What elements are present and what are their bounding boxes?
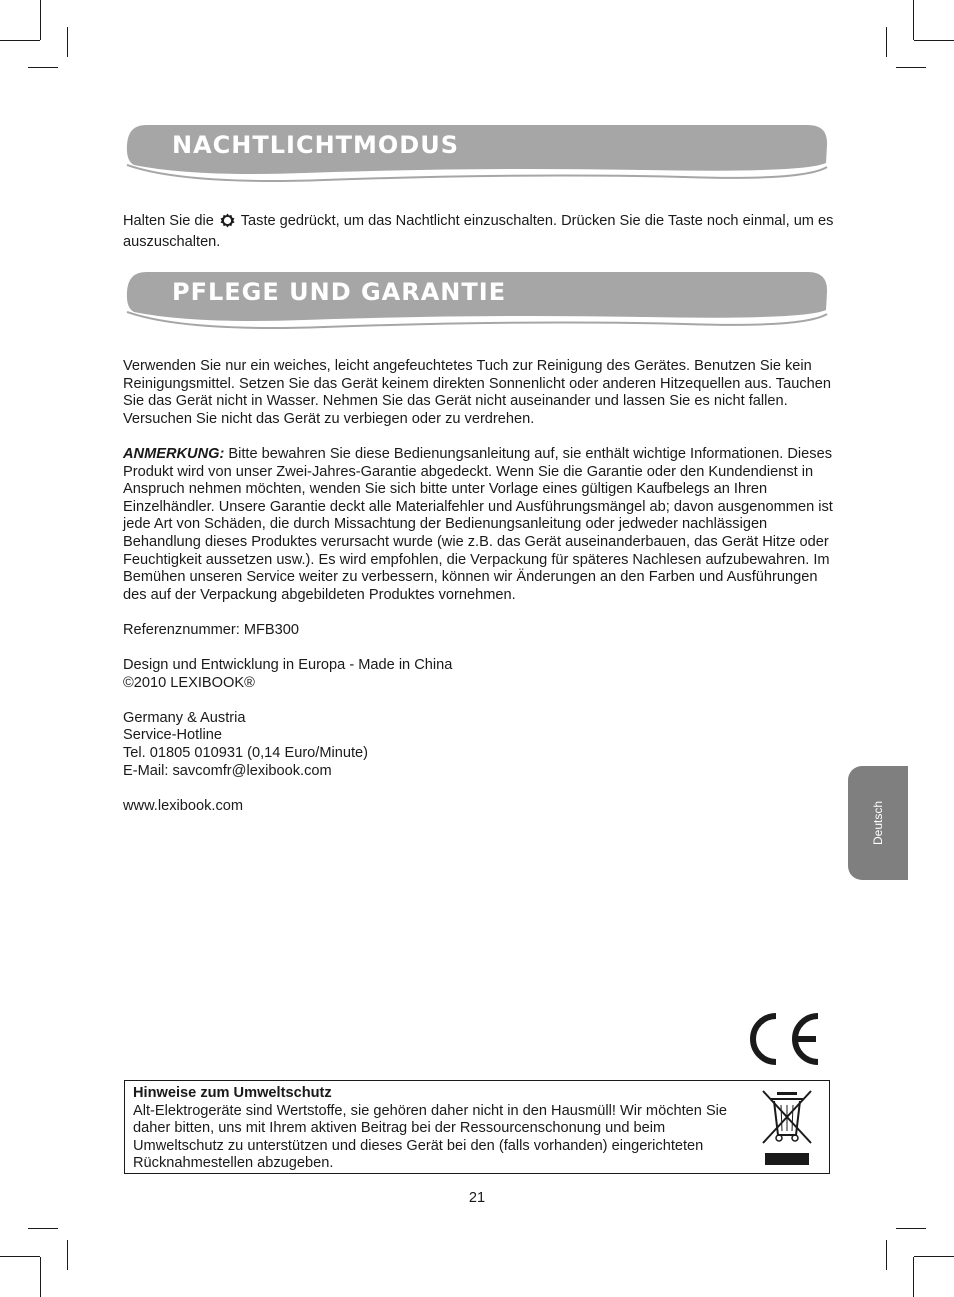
hotline-label: Service-Hotline xyxy=(123,727,222,744)
crop-mark xyxy=(28,67,58,68)
region-line: Germany & Austria xyxy=(123,709,246,726)
design-line: Design und Entwicklung in Europa - Made in China xyxy=(123,657,453,674)
ce-mark-icon xyxy=(742,1011,822,1072)
website-line: www.lexibook.com xyxy=(123,797,244,814)
care-paragraph: Verwenden Sie nur ein weiches, leicht angefeuchtetes Tuch zur Reinigung des Gerätes. Benutzen Sie kein Reinigungsmittel. Setzen Sie das Gerät keinem direkten Sonnenlicht oder anderen Hitzequellen aus. Tauchen Sie das Gerät nicht in Wasser. Nehmen Sie das Gerät nicht auseinander und lassen Sie es nicht fallen. Versuchen Sie nicht das Gerät zu verbiegen oder zu verdrehen. xyxy=(123,358,831,427)
pflege-text xyxy=(123,358,835,815)
copyright-line: ©2010 LEXIBOOK® xyxy=(123,674,255,691)
crop-mark xyxy=(28,1228,58,1229)
environment-notice-title: Hinweise zum Umweltschutz xyxy=(133,1085,332,1101)
nachtlicht-text-end: Taste gedrückt, um das Nachtlicht einzuschalten. Drücken Sie die Taste noch einmal, um es auszuschalten. xyxy=(123,213,834,250)
email-line: E-Mail: savcomfr@lexibook.com xyxy=(123,762,332,779)
crop-mark xyxy=(886,1240,887,1270)
note-label: ANMERKUNG: xyxy=(123,445,225,462)
language-tab-label: Deutsch xyxy=(871,800,885,846)
crop-mark xyxy=(913,0,914,40)
crop-mark xyxy=(40,0,41,40)
crop-mark xyxy=(913,1257,914,1297)
language-side-tab xyxy=(848,766,908,880)
environment-notice-text xyxy=(133,1085,753,1173)
crop-mark xyxy=(896,67,926,68)
section-title: NACHTLICHTMODUS xyxy=(172,131,460,159)
crop-mark xyxy=(40,1257,41,1297)
section-banner-pflege xyxy=(124,270,830,336)
gear-icon xyxy=(220,213,235,234)
crossed-bin-icon xyxy=(759,1087,815,1172)
page-number: 21 xyxy=(468,1190,486,1206)
crop-mark xyxy=(0,40,40,41)
phone-line: Tel. 01805 010931 (0,14 Euro/Minute) xyxy=(123,745,369,762)
crop-mark xyxy=(67,1240,68,1270)
note-paragraph xyxy=(123,446,835,604)
crop-mark xyxy=(914,1256,954,1257)
crop-mark xyxy=(914,40,954,41)
section-title: PFLEGE UND GARANTIE xyxy=(172,278,507,306)
crop-mark xyxy=(886,27,887,57)
section-banner-nachtlicht xyxy=(124,123,830,189)
crop-mark xyxy=(0,1256,40,1257)
nachtlicht-text xyxy=(123,213,835,251)
nachtlicht-text-start: Halten Sie die xyxy=(123,213,214,229)
crop-mark xyxy=(896,1228,926,1229)
note-text: Bitte bewahren Sie diese Bedienungsanleitung auf, sie enthält wichtige Informationen. Dieses Produkt wird von unser Zwei-Jahres-Garantie abgedeckt. Wenn Sie die Garantie oder den Kundendienst in Anspruch nehmen möchten, wenden Sie sich bitte unter Vorlage eines gültigen Kaufbelegs an Ihren Einzelhändler. Unsere Garantie deckt alle Materialfehler und Ausführungsmängel ab; davon ausgenommen ist jede Art von Schäden, die durch Missachtung der Bedienungsanleitung oder jedweder nachlässigen Behandlung dieses Produktes verursacht wurde (wie z.B. das Gerät auseinanderbauen, das Gerät Hitze oder Feuchtigkeit aussetzen usw.). Es wird empfohlen, die Verpackung für späteres Nachlesen aufzubewahren. Im Bemühen unseren Service weiter zu verbessern, können wir Änderungen an den Farben und Ausführungen des auf der Verpackung abgebildeten Produktes vornehmen. xyxy=(123,445,833,603)
environment-notice-box xyxy=(124,1080,830,1174)
environment-notice-body: Alt-Elektrogeräte sind Wertstoffe, sie gehören daher nicht in den Hausmüll! Wir möchten Sie daher bitten, uns mit Ihrem aktiven Beitrag bei der Ressourcenschonung und beim Umweltschutz zu unterstützen und dieses Gerät bei den (falls vorhanden) eingerichteten Rücknahmestellen abzugeben. xyxy=(133,1102,728,1172)
crop-mark xyxy=(67,27,68,57)
reference-number: Referenznummer: MFB300 xyxy=(123,621,300,638)
